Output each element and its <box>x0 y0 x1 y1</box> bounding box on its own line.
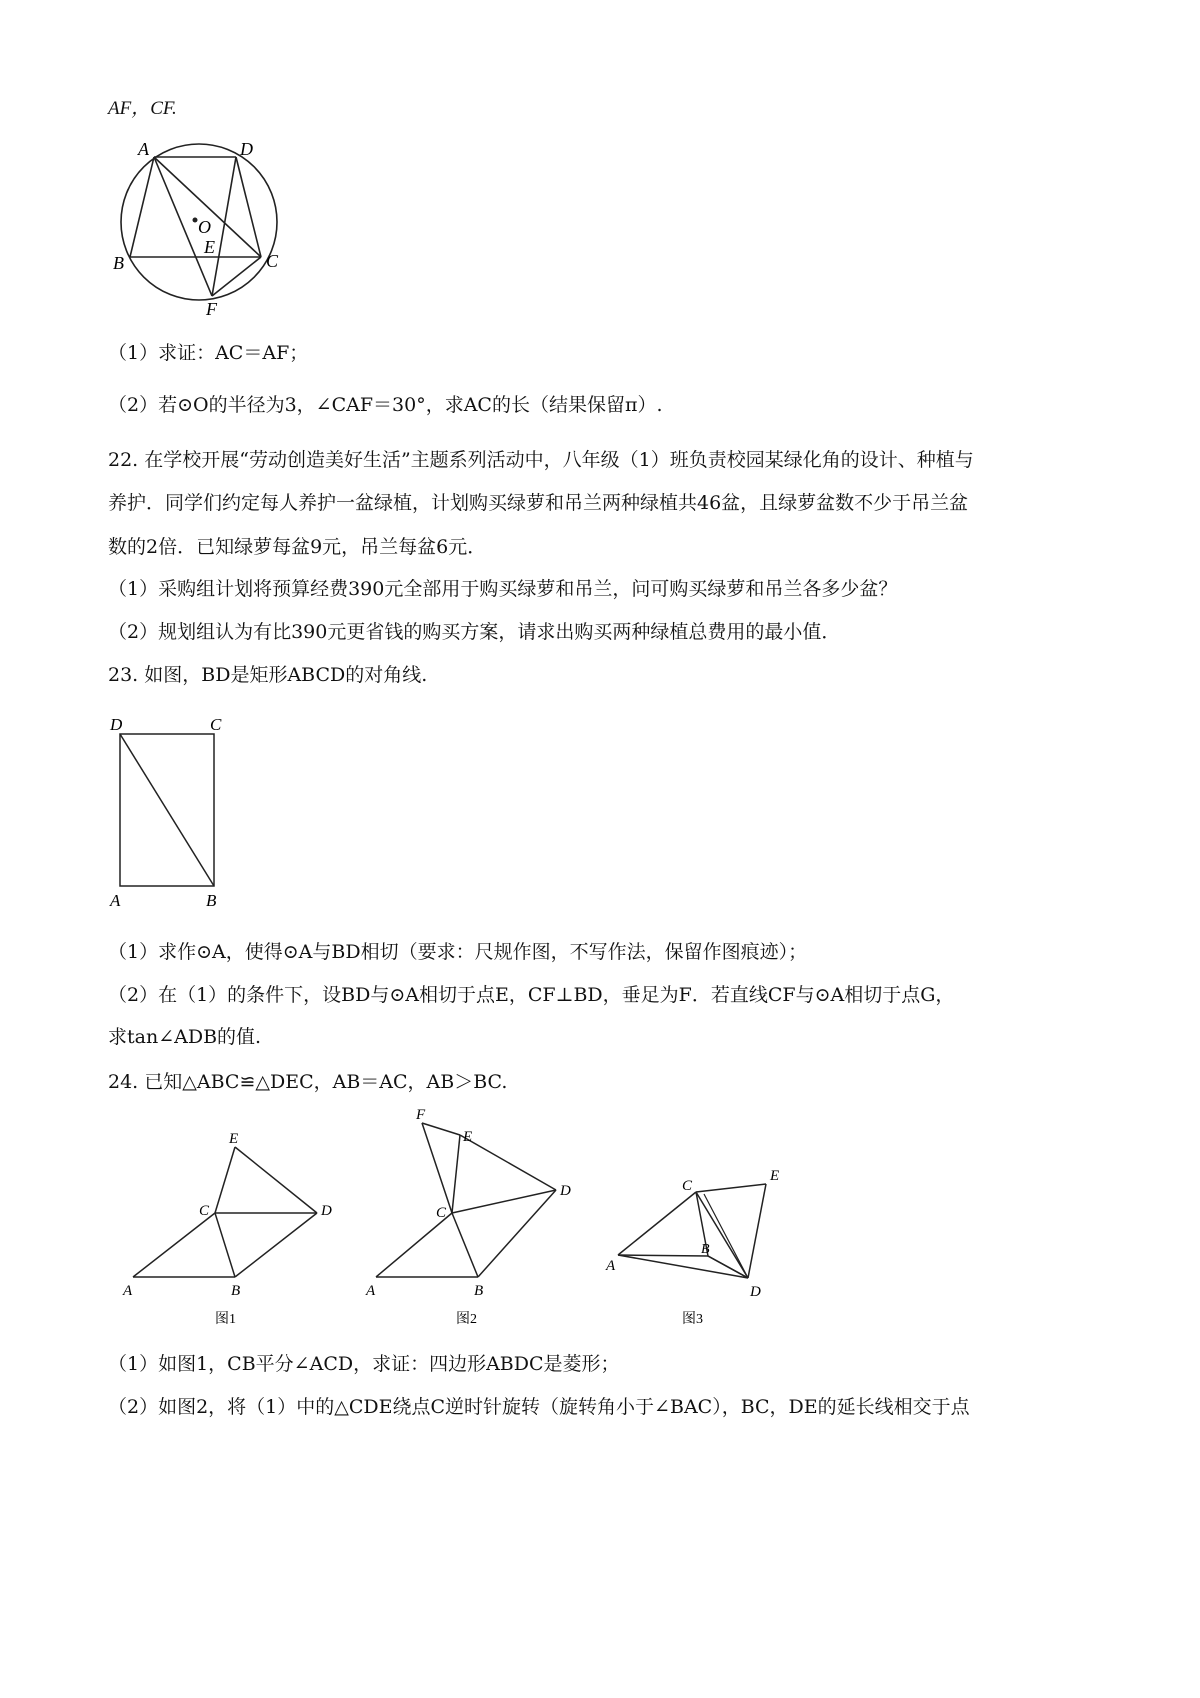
p24-fig3-label-B: B <box>701 1242 710 1257</box>
p24-figure-1 <box>115 1125 345 1335</box>
p24-fig2-caption: 图2 <box>456 1312 477 1327</box>
p24-question-2: （2）如图2，将（1）中的△CDE绕点C逆时针旋转（旋转角小于∠BAC），BC，DE的延长线相交于点 <box>108 1396 970 1418</box>
p23-question-2-line-2: 求tan∠ADB的值. <box>108 1026 262 1048</box>
p24-fig2-label-C: C <box>436 1205 447 1221</box>
p24-figure-3 <box>600 1150 830 1335</box>
p24-fig3-caption: 图3 <box>682 1312 703 1327</box>
p21-label-E: E <box>204 237 215 257</box>
p21-label-B: B <box>113 253 124 273</box>
p24-fig3-label-E: E <box>770 1168 780 1184</box>
p21-figure <box>108 135 308 320</box>
p22-question-2: （2）规划组认为有比390元更省钱的购买方案，请求出购买两种绿植总费用的最小值． <box>108 621 841 643</box>
p21-label-F: F <box>206 299 217 319</box>
p24-fig2-label-B: B <box>474 1283 484 1299</box>
p24-fig2-label-F: F <box>416 1107 426 1123</box>
p24-fig2-label-D: D <box>560 1183 571 1199</box>
p21-question-2: （2）若⊙O的半径为3，∠CAF＝30°，求AC的长（结果保留π）. <box>108 394 663 416</box>
p23-question-1: （1）求作⊙A，使得⊙A与BD相切（要求：尺规作图，不写作法，保留作图痕迹）； <box>108 941 808 963</box>
p24-fig3-label-D: D <box>750 1284 761 1300</box>
p23-question-2-line-1: （2）在（1）的条件下，设BD与⊙A相切于点E，CF⊥BD，垂足为F．若直线CF与⊙A相切于点G， <box>108 984 955 1006</box>
p24-fig2-label-E: E <box>463 1129 473 1145</box>
p22-question-1: （1）采购组计划将预算经费390元全部用于购买绿萝和吊兰，问可购买绿萝和吊兰各多少盆？ <box>108 578 898 600</box>
p23-label-C: C <box>210 715 222 734</box>
p21-label-C: C <box>266 251 279 271</box>
p24-fig1-label-A: A <box>123 1283 133 1299</box>
p21-label-A: A <box>138 139 149 159</box>
p23-label-B: B <box>206 891 217 910</box>
p22-stem-line-3: 数的2倍．已知绿萝每盆9元，吊兰每盆6元． <box>108 536 487 558</box>
p24-fig1-label-E: E <box>229 1131 239 1147</box>
p22-stem-line-1: 22. 在学校开展“劳动创造美好生活”主题系列活动中，八年级（1）班负责校园某绿化角的设计、种植与 <box>108 449 974 471</box>
p24-fig1-caption: 图1 <box>215 1312 236 1327</box>
p24-fig2-label-A: A <box>366 1283 376 1299</box>
p24-stem: 24. 已知△ABC≌△DEC，AB＝AC，AB＞BC. <box>108 1071 508 1093</box>
p24-fig1-label-B: B <box>231 1283 241 1299</box>
p24-question-1: （1）如图1，CB平分∠ACD，求证：四边形ABDC是菱形； <box>108 1353 620 1375</box>
p22-stem-line-2: 养护．同学们约定每人养护一盆绿植，计划购买绿萝和吊兰两种绿植共46盆，且绿萝盆数不少于吊兰盆 <box>108 492 969 514</box>
p24-fig1-label-D: D <box>321 1203 332 1219</box>
p23-stem: 23. 如图，BD是矩形ABCD的对角线. <box>108 664 428 686</box>
prev-problem-tail: AF，CF. <box>108 98 177 119</box>
p21-label-D: D <box>240 139 253 159</box>
p23-figure <box>100 712 240 912</box>
p24-fig3-label-A: A <box>606 1258 616 1274</box>
p24-fig1-label-C: C <box>199 1203 210 1219</box>
p21-question-1: （1）求证：AC＝AF； <box>108 342 309 364</box>
p21-label-O: O <box>198 217 211 237</box>
p24-fig3-label-C: C <box>682 1178 693 1194</box>
p24-figure-2 <box>360 1105 590 1335</box>
p23-label-A: A <box>110 891 121 910</box>
p23-label-D: D <box>110 715 123 734</box>
